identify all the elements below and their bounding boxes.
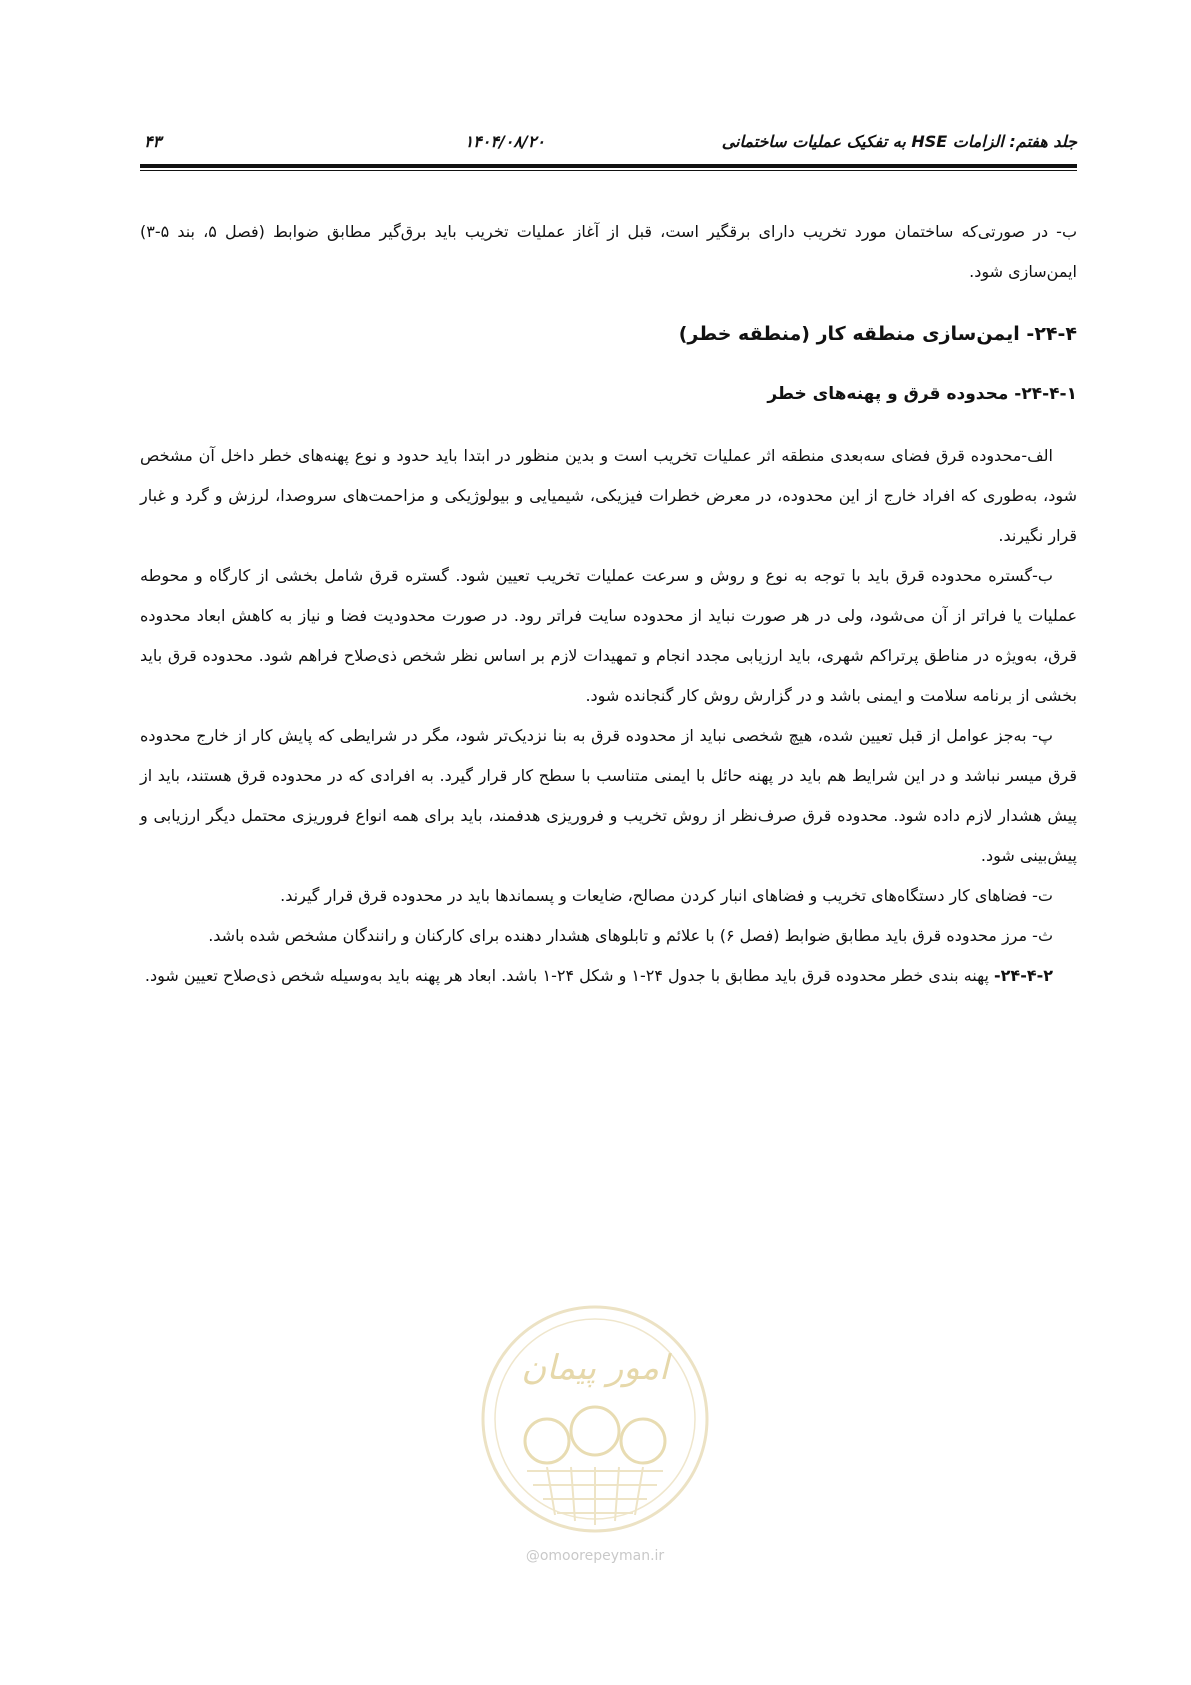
watermark-logo-text: امور پیمان	[521, 1348, 669, 1388]
watermark-logo-graphic	[477, 1301, 713, 1537]
page-number: ۴۳	[144, 132, 162, 151]
paragraph-alef: الف-محدوده قرق فضای سه‌بعدی منطقه اثر عملیات تخریب است و بدین منظور در ابتدا باید حدود و نوع پهنه‌های خطر داخل آن مشخص شود، به‌طوری که افراد خارج از این محدوده، در معرض خطرات فیزیکی، شیمیایی و بیولوژیکی و مزاحمت‌های سروصدا، لرزش و گرد و غبار قرار نگیرند.	[140, 446, 1077, 545]
page-header	[140, 128, 1077, 162]
header-date: ۱۴۰۴/۰۸/۲۰	[464, 132, 545, 151]
grid-pattern	[527, 1467, 663, 1525]
header-rule-thick	[140, 164, 1077, 168]
paragraph-te: ت- فضاهای کار دستگاه‌های تخریب و فضاهای انبار کردن مصالح، ضایعات و پسماندها باید در محدوده قرق قرار گیرند.	[280, 886, 1053, 905]
paragraph-text-24-4-2: پهنه بندی خطر محدوده قرق باید مطابق با جدول ۲۴-۱ و شکل ۲۴-۱ باشد. ابعاد هر پهنه باید به‌وسیله شخص ذی‌صلاح تعیین شود.	[144, 966, 995, 985]
paragraph-lightning-protection: ب- در صورتی‌که ساختمان مورد تخریب دارای برقگیر است، قبل از آغاز عملیات تخریب باید برق‌گیر مطابق ضوابط (فصل ۵، بند ۵-۳) ایمن‌سازی شود.	[140, 222, 1078, 281]
header-title: جلد هفتم: الزامات HSE به تفکیک عملیات ساختمانی	[721, 132, 1077, 151]
paragraph-pe: پ- به‌جز عوامل از قبل تعیین شده، هیچ شخصی نباید از محدوده قرق به بنا نزدیک‌تر شود، مگر در شرایطی که پایش کار از خارج محدوده قرق میسر نباشد و در این شرایط هم باید در پهنه حائل با ایمنی متناسب با سطح کار قرار گیرد. به افرادی که در محدوده قرق هستند، باید از پیش هشدار لازم داده شود. محدوده قرق صرف‌نظر از روش تخریب و فروریزی هدفمند، باید برای همه انواع فروریزی محتمل دیگر ارزیابی و پیش‌بینی شود.	[140, 726, 1077, 865]
paragraph-24-4-2	[140, 956, 1077, 996]
paragraph-number-24-4-2: ۲۴-۴-۲-	[994, 966, 1053, 985]
body-content	[140, 212, 1077, 996]
header-rule-thin	[140, 170, 1077, 171]
subsection-title: ۲۴-۴-۱- محدوده قرق و پهنه‌های خطر	[767, 384, 1077, 404]
watermark-url: @omoorepeyman.ir	[525, 1548, 665, 1564]
watermark-logo	[477, 1301, 713, 1537]
section-title: ۲۴-۴- ایمن‌سازی منطقه کار (منطقه خطر)	[678, 323, 1077, 345]
paragraph-be: ب-گستره محدوده قرق باید با توجه به نوع و روش و سرعت عملیات تخریب تعیین شود. گستره قرق شامل بخشی از کارگاه و محوطه عملیات یا فراتر از آن می‌شود، ولی در هر صورت نباید از محدوده سایت فراتر رود. در صورت محدودیت فضا و نیاز به کاهش ابعاد محدوده قرق، به‌ویژه در مناطق پرتراکم شهری، باید ارزیابی مجدد انجام و تمهیدات لازم بر اساس نظر شخص ذی‌صلاح فراهم شود. محدوده قرق باید بخشی از برنامه سلامت و ایمنی باشد و در گزارش روش کار گنجانده شود.	[140, 566, 1077, 705]
gear-icon	[525, 1407, 665, 1463]
paragraph-se: ث- مرز محدوده قرق باید مطابق ضوابط (فصل ۶) با علائم و تابلوهای هشدار دهنده برای کارکنان و رانندگان مشخص شده باشد.	[208, 926, 1053, 945]
